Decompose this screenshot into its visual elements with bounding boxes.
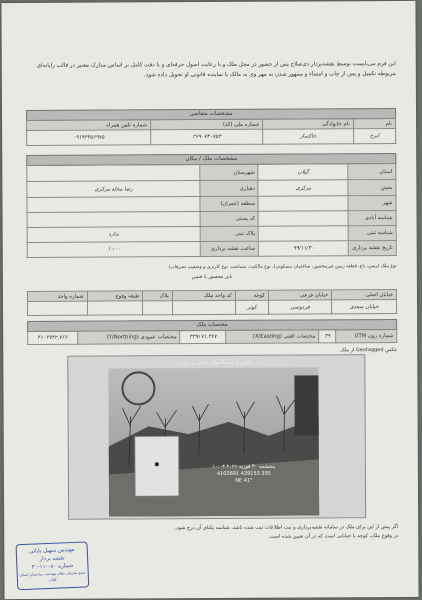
photo-title: عکس از ایستگاه‌های کمکی و تراورس <box>173 359 253 367</box>
dehestan-value: رضا محله مرکزی <box>27 181 201 198</box>
address-label-alley: کوچه <box>235 290 268 300</box>
owner-last-name-label: نام خانوادگی <box>263 119 354 129</box>
address-label-main-street: خیابان اصلی <box>332 290 397 300</box>
address-label-floor: طبقه وقوع <box>87 291 143 301</box>
postal-code-label: کد پستی <box>200 211 258 226</box>
stamp-line-4: عضو سازمان نظام مهندسی ساختمان استان گیلان <box>19 570 86 582</box>
address-value-plaque <box>143 301 173 315</box>
county-label: شهرستان <box>200 164 258 180</box>
plaque-label: پلاک ثبتی <box>201 226 259 241</box>
owner-first-name-value: ایرج <box>353 129 395 144</box>
coords-table <box>27 329 397 345</box>
property-table <box>26 163 396 258</box>
address-value-unit-number <box>28 301 88 315</box>
photo-scene <box>68 355 365 519</box>
owner-national-id-value: ۲۶۹۰۷۴۰۷۵۳ <box>151 129 263 145</box>
usage-handwritten: بایر محصور با فنس <box>191 273 233 281</box>
photo-caption-line2: 395 439153 4103691 <box>216 470 271 477</box>
province-value: گیلان <box>258 164 348 180</box>
owner-section-header: مشخصات متقاضی <box>26 108 396 121</box>
address-label-plaque: پلاک <box>143 291 172 301</box>
easting-label: مختصات افقی (X/Easting) <box>226 330 319 343</box>
photo-caption <box>204 464 284 485</box>
registry-id-label: شناسه ثبتی <box>349 226 397 241</box>
survey-time-value: ۱۰:۰۰ <box>27 242 201 258</box>
address-label-side-street: خیابان فرعی <box>268 290 331 300</box>
district-label: بخش <box>348 180 396 196</box>
survey-date-label: تاریخ نقشه برداری <box>349 241 397 256</box>
region-label: منطقه (عمران) <box>200 196 258 211</box>
owner-first-name-label: نام <box>353 119 395 129</box>
province-label: استان <box>348 164 396 180</box>
owner-last-name-value: خاکسار <box>263 129 354 144</box>
owner-national-id-label: شماره ملی (کد) <box>150 119 262 130</box>
dehestan-label: دهیاری <box>200 180 258 196</box>
village-id-label: شناسه آبادی <box>348 211 396 226</box>
address-label-unit-code: کد واحد ملک <box>172 290 235 300</box>
geotagged-photo <box>67 354 366 520</box>
survey-date-value: ۹۹/۱۱/۳۰ <box>259 241 349 256</box>
northing-label: مختصات عمودی (Y/Northing) <box>77 331 180 345</box>
city-label: شهر <box>348 196 396 211</box>
utm-zone-label: شماره زون UTM <box>336 330 397 343</box>
address-value-side-street: فردوسی <box>268 300 331 314</box>
plaque-value: ندارد <box>27 227 201 243</box>
northing-value: ۴۱۰۳۷۲۲.۷۶۶ <box>28 331 78 344</box>
photo-caption-line1: پنجشنبه ۳۰ فوریه ۲۰۲۱ ۱۰:۰۴ <box>212 463 276 470</box>
usage-line: نوع ملک (زمین، باغ، قطعه زمین غیرمحصور، ساختمان مسکونی)، نوع مالکیت، مساحت، نوع کاربری و وضعیت تصرفات) <box>168 264 397 271</box>
property-section-header: مشخصات ملک / مکان <box>26 153 396 166</box>
address-table <box>27 289 397 316</box>
owner-phone-label: شماره تلفن همراه <box>27 120 151 131</box>
owner-phone-value: ۰۹۱۹۴۴۵۶۹۷۵ <box>27 130 151 146</box>
footnote-2: در وقوع ملک، کوچه یا خیابانی است که در آن تعیین شده است. <box>268 533 399 540</box>
coords-section-header: مختصات ملک <box>27 319 397 332</box>
survey-time-label: ساعت نقشه برداری <box>201 241 259 256</box>
easting-value: ۳۳۹۱۷۱.۳۷۷ <box>180 330 226 343</box>
document-page <box>1 1 418 599</box>
footnote-1: اگر پیش از این برای ملک در سامانه نقشه‌برداری و ثبت اطلاعات ثبت شده باشد، شناسه یکتای آن درج شود. <box>174 524 399 532</box>
intro-paragraph: این فرم می‌بایست توسط نقشه‌بردار ذی‌صلاح پس از حضور در محل ملک و با رعایت اصول حرفه‌ای و با دقت کامل بر اساس مدارک معتبر در قالب رایانه‌ای مربوطه تکمیل و پس از چاپ و امضاء و ممهور شدن به مهر وی به مالک یا نماینده قانونی او تحویل داده شود. <box>36 61 396 79</box>
address-value-unit-code <box>172 300 235 314</box>
photo-side-label: عکس Geotagged از ملک <box>340 347 398 354</box>
stamp-line-1: مهندس سهیل بابائی <box>28 546 75 555</box>
district-value: مرکزی <box>258 180 348 196</box>
photo-caption-line3: 41° NE <box>235 477 253 484</box>
stamp-line-3: شماره ۰۸۰-۱۱-۳۰ <box>31 562 74 571</box>
address-label-unit-number: شماره واحد <box>27 291 87 301</box>
address-value-alley: کوثر <box>235 300 268 314</box>
address-value-floor <box>87 301 143 315</box>
stamp-line-2: نقشه بردار <box>39 555 65 563</box>
utm-zone-value: ۳۹ <box>319 330 336 343</box>
address-value-main-street: خیابان سعدی <box>332 300 397 314</box>
owner-table <box>26 118 396 146</box>
surveyor-stamp <box>15 541 89 590</box>
county-value <box>27 165 201 182</box>
